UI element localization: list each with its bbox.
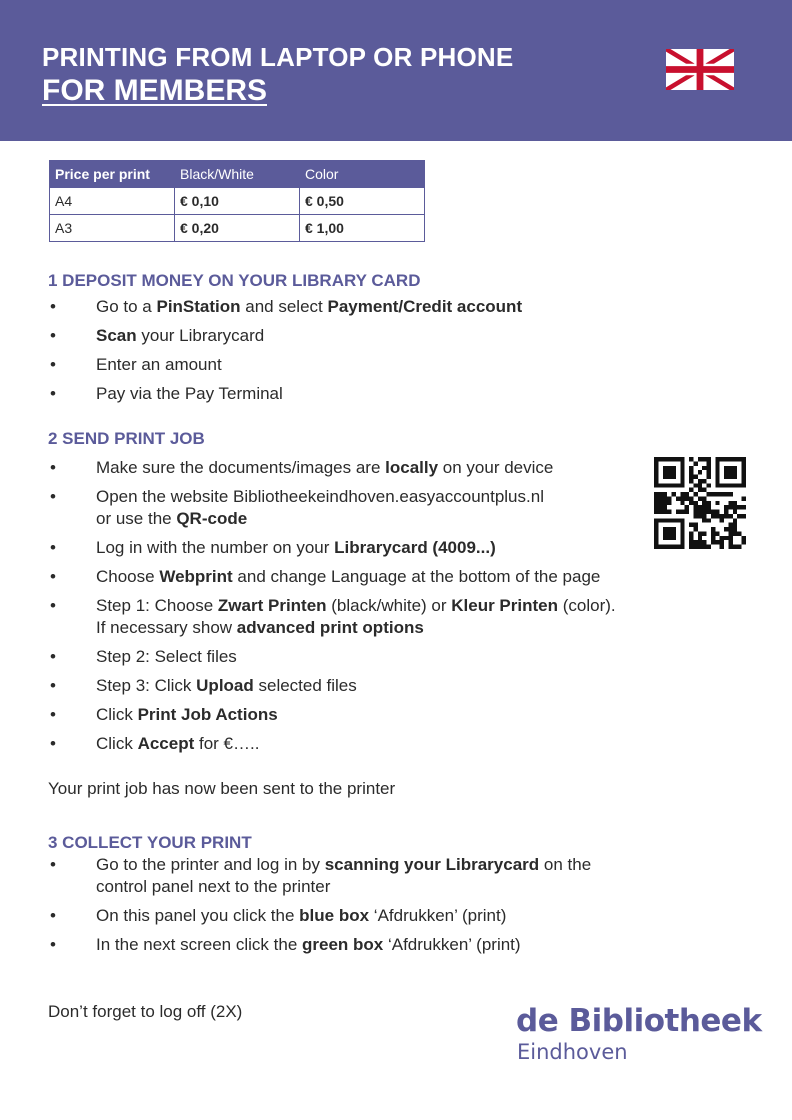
list-text: Step 2: Select files <box>96 647 237 666</box>
price-table <box>49 160 425 242</box>
qr-module <box>707 545 711 549</box>
qr-module <box>693 492 697 496</box>
qr-module <box>663 496 667 500</box>
qr-module <box>742 505 746 509</box>
qr-module <box>702 496 706 500</box>
qr-module <box>685 510 689 514</box>
list-item <box>48 325 522 347</box>
qr-module <box>689 540 693 544</box>
list-item <box>48 354 522 376</box>
bold-text: Librarycard (4009...) <box>334 538 496 557</box>
table-row <box>50 188 425 215</box>
qr-module <box>728 492 732 496</box>
qr-module <box>715 531 719 535</box>
list-text: In the next screen click the <box>96 935 302 954</box>
qr-module <box>698 510 702 514</box>
price-value-cell: € 1,00 <box>300 215 425 242</box>
qr-module <box>693 510 697 514</box>
qr-module <box>654 505 658 509</box>
list-text: Log in with the number on your <box>96 538 335 557</box>
bullet-icon: • <box>50 384 56 403</box>
uk-flag-icon <box>666 49 734 90</box>
qr-module <box>715 510 719 514</box>
qr-module <box>693 527 697 531</box>
list-item <box>48 934 591 956</box>
qr-module <box>720 518 724 522</box>
qr-module <box>693 540 697 544</box>
qr-module <box>689 488 693 492</box>
list-text: Choose <box>96 567 160 586</box>
qr-code <box>654 457 746 549</box>
bold-text: Webprint <box>159 567 233 586</box>
qr-module <box>728 531 732 535</box>
qr-module <box>689 479 693 483</box>
qr-module <box>733 545 737 549</box>
bullet-icon: • <box>50 935 56 954</box>
qr-module <box>715 492 719 496</box>
list-text: or use the <box>96 509 177 528</box>
qr-module <box>711 492 715 496</box>
list-text: (black/white) or <box>326 596 452 615</box>
section3-list <box>48 854 591 963</box>
qr-module <box>720 540 724 544</box>
list-text: Step 1: Choose <box>96 596 218 615</box>
price-header-cell: Color <box>300 161 425 188</box>
bullet-icon: • <box>50 326 56 345</box>
qr-module <box>707 475 711 479</box>
qr-module <box>728 536 732 540</box>
qr-module <box>742 514 746 518</box>
qr-module <box>689 501 693 505</box>
bullet-icon: • <box>50 355 56 374</box>
qr-module <box>672 492 676 496</box>
qr-module <box>720 514 724 518</box>
qr-module <box>724 536 728 540</box>
list-item <box>48 296 522 318</box>
qr-module <box>715 501 719 505</box>
bold-text: Print Job Actions <box>137 705 278 724</box>
qr-module <box>663 505 667 509</box>
qr-module <box>693 461 697 465</box>
library-logo-name: de Bibliotheek <box>516 1003 762 1039</box>
qr-module <box>698 457 702 461</box>
qr-module <box>707 461 711 465</box>
qr-module <box>658 496 662 500</box>
list-text: Pay via the Pay Terminal <box>96 384 283 403</box>
list-text: (color). <box>558 596 616 615</box>
qr-module <box>698 483 702 487</box>
qr-module <box>728 540 732 544</box>
qr-module <box>724 510 728 514</box>
qr-module <box>693 501 697 505</box>
bullet-icon: • <box>50 538 56 557</box>
qr-module <box>658 492 662 496</box>
qr-module <box>724 505 728 509</box>
qr-module <box>693 505 697 509</box>
list-item <box>48 537 616 559</box>
qr-module <box>711 540 715 544</box>
list-text: selected files <box>253 676 357 695</box>
qr-module <box>698 545 702 549</box>
qr-module <box>733 531 737 535</box>
qr-module <box>667 510 671 514</box>
qr-module <box>698 531 702 535</box>
section2-list <box>48 457 616 762</box>
qr-module <box>707 492 711 496</box>
bold-text: locally <box>385 458 439 477</box>
list-item <box>48 704 616 726</box>
qr-module <box>737 505 741 509</box>
qr-module <box>733 518 737 522</box>
qr-module <box>707 457 711 461</box>
qr-module <box>689 475 693 479</box>
qr-module <box>685 492 689 496</box>
qr-module <box>728 501 732 505</box>
section1-heading: 1 DEPOSIT MONEY ON YOUR LIBRARY CARD <box>48 271 421 290</box>
bullet-icon: • <box>50 297 56 316</box>
qr-module <box>702 505 706 509</box>
list-text: ‘Afdrukken’ (print) <box>369 906 507 925</box>
qr-module <box>720 536 724 540</box>
qr-module <box>702 501 706 505</box>
qr-finder <box>663 527 676 540</box>
qr-module <box>742 540 746 544</box>
qr-module <box>711 531 715 535</box>
list-text: If necessary show <box>96 618 237 637</box>
qr-module <box>663 492 667 496</box>
list-text: Enter an amount <box>96 355 222 374</box>
qr-module <box>698 496 702 500</box>
qr-module <box>702 545 706 549</box>
qr-module <box>680 496 684 500</box>
page-title: PRINTING FROM LAPTOP OR PHONE <box>42 42 514 72</box>
qr-module <box>698 470 702 474</box>
qr-module <box>689 523 693 527</box>
price-header-cell: Price per print <box>50 161 175 188</box>
qr-module <box>715 514 719 518</box>
qr-module <box>693 545 697 549</box>
bullet-icon: • <box>50 705 56 724</box>
qr-module <box>737 514 741 518</box>
qr-module <box>667 496 671 500</box>
list-text: Go to the printer and log in by <box>96 855 325 874</box>
qr-module <box>698 536 702 540</box>
bold-text: Scan <box>96 326 137 345</box>
bullet-icon: • <box>50 855 56 874</box>
qr-module <box>702 466 706 470</box>
qr-module <box>737 545 741 549</box>
bullet-icon: • <box>50 487 56 506</box>
qr-module <box>702 518 706 522</box>
bullet-icon: • <box>50 734 56 753</box>
qr-module <box>737 531 741 535</box>
bold-text: PinStation <box>156 297 241 316</box>
qr-module <box>702 488 706 492</box>
bold-text: scanning your Librarycard <box>324 855 540 874</box>
bullet-icon: • <box>50 906 56 925</box>
list-item <box>48 675 616 697</box>
list-text: Click <box>96 705 138 724</box>
qr-module <box>707 466 711 470</box>
table-row <box>50 215 425 242</box>
qr-module <box>724 527 728 531</box>
price-header-cell: Black/White <box>175 161 300 188</box>
list-text: and select <box>240 297 328 316</box>
bullet-icon: • <box>50 596 56 615</box>
price-size-cell: A3 <box>50 215 175 242</box>
bold-text: green box <box>302 935 384 954</box>
qr-module <box>689 470 693 474</box>
qr-module <box>707 501 711 505</box>
print-sent-text: Your print job has now been sent to the printer <box>48 779 396 798</box>
qr-module <box>689 466 693 470</box>
qr-module <box>654 510 658 514</box>
bold-text: Payment/Credit account <box>327 297 523 316</box>
bullet-icon: • <box>50 647 56 666</box>
qr-module <box>689 536 693 540</box>
list-text: on the <box>539 855 592 874</box>
qr-module <box>689 531 693 535</box>
qr-module <box>742 536 746 540</box>
qr-module <box>680 492 684 496</box>
qr-module <box>733 523 737 527</box>
library-logo-city: Eindhoven <box>517 1040 628 1064</box>
list-text: Click <box>96 734 138 753</box>
list-text: and change Language at the bottom of the page <box>232 567 601 586</box>
list-text: on your device <box>438 458 554 477</box>
qr-module <box>742 496 746 500</box>
qr-module <box>733 501 737 505</box>
bold-text: Accept <box>137 734 195 753</box>
qr-module <box>658 501 662 505</box>
list-text: On this panel you click the <box>96 906 300 925</box>
qr-module <box>698 488 702 492</box>
qr-module <box>693 475 697 479</box>
bold-text: blue box <box>299 906 370 925</box>
qr-module <box>720 492 724 496</box>
log-off-text: Don’t forget to log off (2X) <box>48 1002 243 1021</box>
qr-module <box>715 540 719 544</box>
list-text: Open the website Bibliotheekeindhoven.easyaccountplus.nl <box>96 487 544 506</box>
qr-module <box>707 470 711 474</box>
list-item <box>48 383 522 405</box>
price-value-cell: € 0,50 <box>300 188 425 215</box>
bold-text: Zwart Printen <box>217 596 327 615</box>
qr-module <box>702 510 706 514</box>
qr-module <box>685 505 689 509</box>
qr-module <box>693 483 697 487</box>
header-banner <box>0 0 792 141</box>
qr-module <box>711 527 715 531</box>
section1-list <box>48 296 522 412</box>
bold-text: advanced print options <box>236 618 424 637</box>
qr-module <box>724 514 728 518</box>
qr-module <box>663 501 667 505</box>
qr-module <box>702 540 706 544</box>
qr-module <box>733 505 737 509</box>
qr-module <box>689 496 693 500</box>
list-text: Go to a <box>96 297 157 316</box>
qr-module <box>654 501 658 505</box>
qr-module <box>702 531 706 535</box>
qr-module <box>689 457 693 461</box>
qr-module <box>728 545 732 549</box>
qr-module <box>707 483 711 487</box>
list-item <box>48 733 616 755</box>
list-item <box>48 905 591 927</box>
list-item <box>48 457 616 479</box>
list-item <box>48 854 591 898</box>
list-text: for €….. <box>194 734 260 753</box>
qr-module <box>663 510 667 514</box>
qr-module <box>654 492 658 496</box>
section3-heading: 3 COLLECT YOUR PRINT <box>48 833 252 852</box>
qr-module <box>698 505 702 509</box>
qr-module <box>728 514 732 518</box>
price-size-cell: A4 <box>50 188 175 215</box>
qr-module <box>698 540 702 544</box>
list-item <box>48 595 616 639</box>
qr-module <box>693 514 697 518</box>
qr-module <box>676 510 680 514</box>
list-item <box>48 566 616 588</box>
list-text: Make sure the documents/images are <box>96 458 386 477</box>
bullet-icon: • <box>50 567 56 586</box>
price-value-cell: € 0,20 <box>175 215 300 242</box>
qr-module <box>693 523 697 527</box>
qr-module <box>680 501 684 505</box>
qr-finder <box>663 466 676 479</box>
bold-text: Kleur Printen <box>451 596 558 615</box>
qr-module <box>728 527 732 531</box>
qr-module <box>702 479 706 483</box>
qr-module <box>707 505 711 509</box>
section2-heading: 2 SEND PRINT JOB <box>48 429 205 448</box>
qr-module <box>720 545 724 549</box>
qr-module <box>707 518 711 522</box>
list-text: control panel next to the printer <box>96 877 331 896</box>
list-item <box>48 486 616 530</box>
qr-module <box>698 514 702 518</box>
bullet-icon: • <box>50 676 56 695</box>
qr-module <box>685 496 689 500</box>
qr-module <box>711 514 715 518</box>
list-text: Step 3: Click <box>96 676 197 695</box>
qr-module <box>724 492 728 496</box>
price-table-header <box>50 161 425 188</box>
bullet-icon: • <box>50 458 56 477</box>
price-value-cell: € 0,10 <box>175 188 300 215</box>
qr-module <box>654 496 658 500</box>
qr-module <box>680 510 684 514</box>
page-subtitle: FOR MEMBERS <box>42 74 267 107</box>
qr-module <box>689 545 693 549</box>
qr-module <box>658 510 662 514</box>
bold-text: Upload <box>196 676 254 695</box>
qr-module <box>711 510 715 514</box>
bold-text: QR-code <box>176 509 248 528</box>
qr-module <box>733 527 737 531</box>
qr-module <box>667 501 671 505</box>
qr-module <box>733 510 737 514</box>
qr-module <box>711 536 715 540</box>
qr-module <box>702 514 706 518</box>
qr-module <box>707 510 711 514</box>
qr-module <box>728 505 732 509</box>
list-text: ‘Afdrukken’ (print) <box>383 935 521 954</box>
qr-module <box>698 479 702 483</box>
list-item <box>48 646 616 668</box>
qr-module <box>676 496 680 500</box>
qr-module <box>702 457 706 461</box>
qr-module <box>728 523 732 527</box>
qr-module <box>658 505 662 509</box>
list-text: your Librarycard <box>136 326 265 345</box>
qr-finder <box>724 466 737 479</box>
